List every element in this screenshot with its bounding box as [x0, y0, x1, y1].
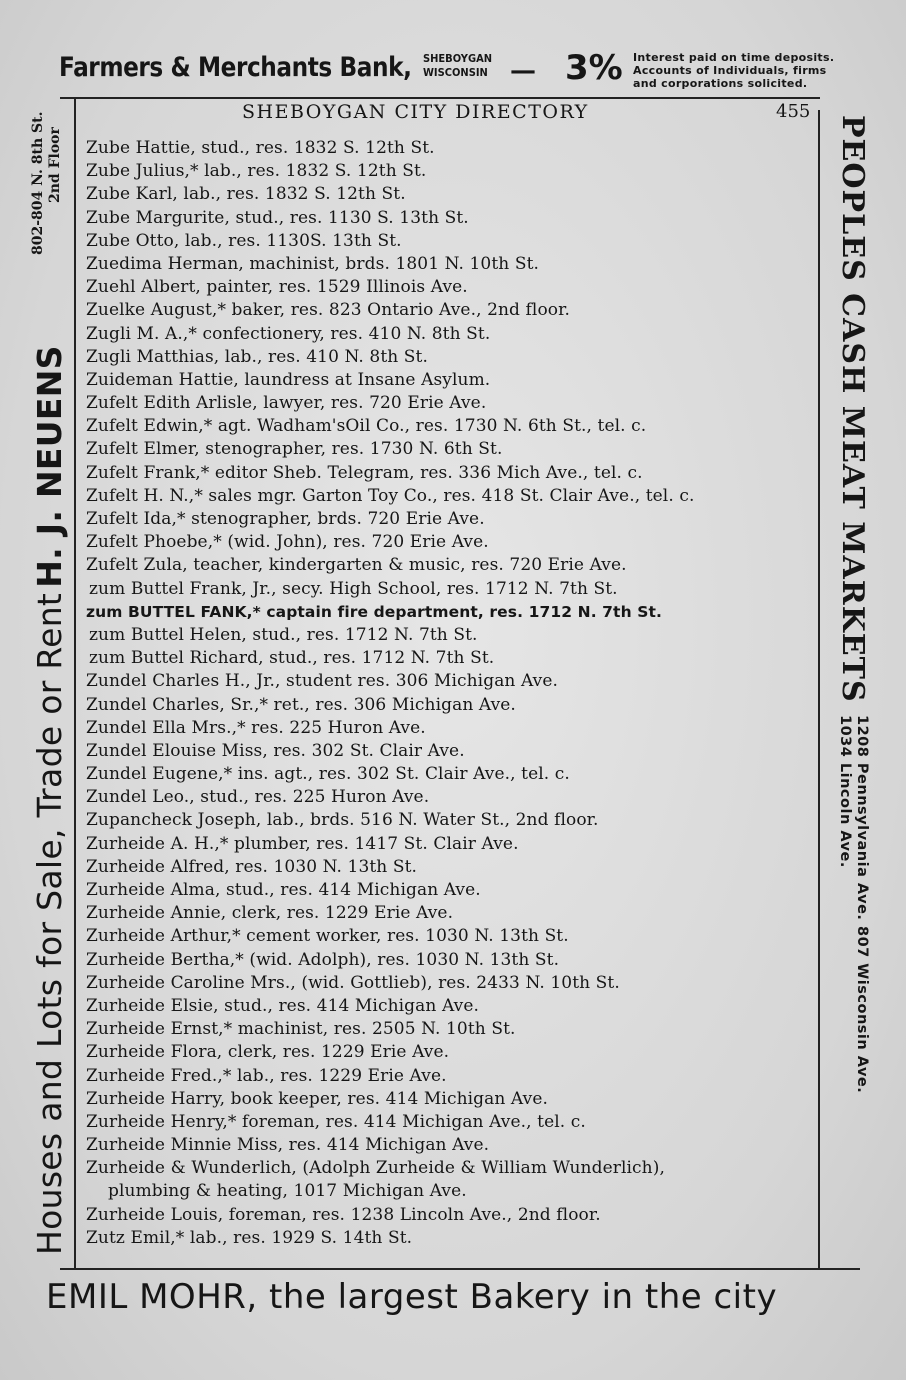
directory-entry: Zundel Charles H., Jr., student res. 306 Michigan Ave.	[86, 671, 559, 692]
directory-entry: Zurheide Alma, stud., res. 414 Michigan Ave.	[86, 880, 481, 900]
directory-title: SHEBOYGAN CITY DIRECTORY	[242, 101, 589, 123]
directory-entry: Zufelt Elmer, stenographer, res. 1730 N. 6th St.	[86, 439, 503, 460]
right-side-advertisement	[835, 115, 870, 1255]
directory-entry: Zupancheck Joseph, lab., brds. 516 N. Water St., 2nd floor.	[86, 810, 599, 831]
directory-entry: Zube Otto, lab., res. 1130S. 13th St.	[86, 230, 402, 251]
directory-entry: Zube Hattie, stud., res. 1832 S. 12th St.	[86, 138, 435, 158]
directory-entry: Zurheide Harry, book keeper, res. 414 Michigan Ave.	[86, 1088, 548, 1109]
directory-entry: plumbing & heating, 1017 Michigan Ave.	[108, 1181, 467, 1202]
left-ad-address-line: 802-804 N. 8th St.	[30, 111, 46, 255]
bank-note-line: Accounts of Individuals, firms	[633, 64, 827, 77]
directory-entry: zum Buttel Richard, stud., res. 1712 N. 7th St.	[89, 648, 495, 669]
directory-entry: Zurheide Fred.,* lab., res. 1229 Erie Ave.	[86, 1065, 447, 1086]
directory-entry: Zufelt Ida,* stenographer, brds. 720 Erie Ave.	[86, 509, 485, 529]
bank-city-line: SHEBOYGAN	[423, 52, 493, 65]
directory-entry: Zundel Ella Mrs.,* res. 225 Huron Ave.	[86, 717, 426, 738]
directory-entry: Zufelt H. N.,* sales mgr. Garton Toy Co., res. 418 St. Clair Ave., tel. c.	[86, 485, 695, 506]
directory-entry: Zuelke August,* baker, res. 823 Ontario Ave., 2nd floor.	[86, 300, 570, 321]
directory-entry: Zurheide Henry,* foreman, res. 414 Michigan Ave., tel. c.	[86, 1111, 586, 1132]
directory-entry: Zube Karl, lab., res. 1832 S. 12th St.	[86, 184, 406, 205]
directory-entry: Zundel Eugene,* ins. agt., res. 302 St. Clair Ave., tel. c.	[86, 764, 570, 785]
directory-entry: Zube Julius,* lab., res. 1832 S. 12th St.	[86, 161, 427, 182]
directory-entry: Zurheide Alfred, res. 1030 N. 13th St.	[86, 856, 418, 877]
directory-entry: Zurheide Caroline Mrs., (wid. Gottlieb), res. 2433 N. 10th St.	[86, 972, 620, 993]
left-ad-prefix: Houses and Lots for Sale, Trade or Rent	[30, 592, 69, 1255]
directory-entry: Zundel Elouise Miss, res. 302 St. Clair Ave.	[86, 740, 465, 761]
left-ad-address-line: 2nd Floor	[47, 127, 63, 203]
left-ad-name: H. J. NEUENS	[30, 345, 69, 588]
bank-dash: —	[510, 56, 536, 86]
directory-entry: Zuideman Hattie, laundress at Insane Asylum.	[86, 369, 491, 390]
directory-entry: Zurheide Louis, foreman, res. 1238 Lincoln Ave., 2nd floor.	[86, 1204, 601, 1225]
directory-entry: Zuedima Herman, machinist, brds. 1801 N. 10th St.	[86, 253, 540, 274]
top-divider	[60, 97, 820, 99]
directory-entry: Zurheide A. H.,* plumber, res. 1417 St. Clair Ave.	[86, 833, 519, 854]
bank-note-line: Interest paid on time deposits.	[633, 51, 835, 64]
directory-entries	[86, 137, 816, 1250]
directory-entry: Zurheide Arthur,* cement worker, res. 1030 N. 13th St.	[86, 926, 569, 947]
bank-note-line: and corporations solicited.	[633, 77, 808, 90]
bank-advertisement	[55, 44, 870, 94]
bank-state-line: WISCONSIN	[423, 66, 488, 79]
left-ad-address	[30, 112, 64, 256]
directory-entry: Zube Margurite, stud., res. 1130 S. 13th St.	[86, 207, 469, 228]
directory-entry: Zundel Charles, Sr.,* ret., res. 306 Michigan Ave.	[86, 694, 516, 715]
right-column-rule	[818, 110, 820, 1268]
directory-entry: Zurheide Annie, clerk, res. 1229 Erie Ave.	[86, 903, 454, 924]
interest-rate: 3%	[565, 48, 623, 88]
directory-entry: Zugli M. A.,* confectionery, res. 410 N. 8th St.	[86, 323, 491, 344]
directory-entry: Zufelt Zula, teacher, kindergarten & music, res. 720 Erie Ave.	[86, 555, 627, 576]
directory-entry: zum Buttel Helen, stud., res. 1712 N. 7th St.	[89, 624, 478, 645]
bank-city	[423, 52, 492, 80]
directory-entry: Zundel Leo., stud., res. 225 Huron Ave.	[86, 787, 430, 808]
directory-entry: Zurheide Bertha,* (wid. Adolph), res. 1030 N. 13th St.	[86, 949, 560, 970]
bakery-advertisement: EMIL MOHR, the largest Bakery in the city	[46, 1277, 778, 1317]
directory-entry: Zurheide Elsie, stud., res. 414 Michigan Ave.	[86, 995, 480, 1016]
directory-entry: Zurheide Flora, clerk, res. 1229 Erie Ave.	[86, 1042, 450, 1063]
directory-entry: Zurheide Minnie Miss, res. 414 Michigan Ave.	[86, 1135, 490, 1156]
right-ad-name: PEOPLES CASH MEAT MARKETS	[835, 115, 870, 703]
directory-entry: zum Buttel Frank, Jr., secy. High School, res. 1712 N. 7th St.	[89, 578, 618, 599]
directory-entry: zum BUTTEL FANK,* captain fire department, res. 1712 N. 7th St.	[86, 602, 662, 621]
left-column-rule	[74, 97, 76, 1269]
directory-entry: Zurheide Ernst,* machinist, res. 2505 N. 10th St.	[86, 1019, 516, 1040]
page-number: 455	[776, 101, 811, 122]
directory-entry: Zufelt Frank,* editor Sheb. Telegram, res. 336 Mich Ave., tel. c.	[86, 462, 643, 483]
directory-entry: Zuehl Albert, painter, res. 1529 Illinois Ave.	[86, 277, 468, 298]
directory-entry: Zufelt Edith Arlisle, lawyer, res. 720 Erie Ave.	[86, 393, 487, 414]
directory-entry: Zurheide & Wunderlich, (Adolph Zurheide & William Wunderlich),	[86, 1158, 665, 1179]
directory-entry: Zutz Emil,* lab., res. 1929 S. 14th St.	[86, 1227, 413, 1248]
left-side-advertisement	[30, 105, 69, 1255]
bottom-divider	[60, 1268, 860, 1270]
bank-name: Farmers & Merchants Bank,	[59, 52, 412, 83]
directory-entry: Zufelt Edwin,* agt. Wadham'sOil Co., res. 1730 N. 6th St., tel. c.	[86, 416, 647, 437]
right-ad-address-line: 1034 Lincoln Ave.	[837, 715, 853, 868]
directory-entry: Zufelt Phoebe,* (wid. John), res. 720 Erie Ave.	[86, 532, 489, 553]
bank-note	[633, 51, 834, 90]
right-ad-address	[836, 715, 870, 1093]
directory-entry: Zugli Matthias, lab., res. 410 N. 8th St.	[86, 346, 428, 367]
right-ad-address-line: 1208 Pennsylvania Ave. 807 Wisconsin Ave.	[854, 715, 870, 1094]
